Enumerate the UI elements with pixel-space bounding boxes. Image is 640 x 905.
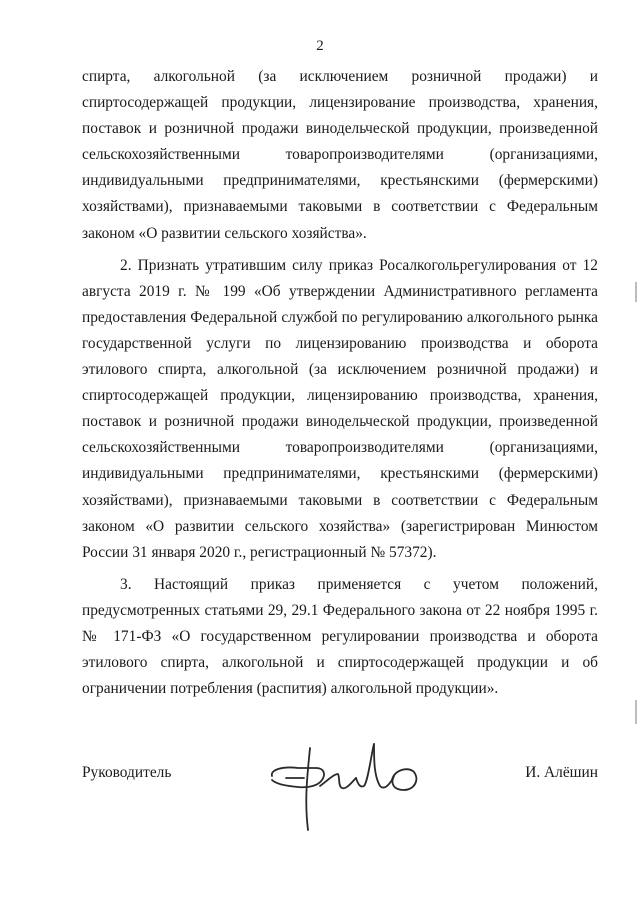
scan-edge-mark xyxy=(635,700,637,724)
signer-position: Руководитель xyxy=(82,764,172,781)
signature-block xyxy=(82,752,598,832)
document-body xyxy=(82,64,598,702)
handwritten-signature xyxy=(268,740,438,835)
paragraph-continuation: спирта, алкогольной (за исключением розничной продажи) и спиртосодержащей продукции, лицензирование производства, хранения, поставок и розничной продажи винодельческой продукции, произведенной сельскохозяйственными товаропроизводителями (организациями, индивидуальными предпринимателями, крестьянскими (фермерскими) хозяйствами), признаваемыми таковыми в соответствии с Федеральным законом «О развитии сельского хозяйства». xyxy=(82,68,598,242)
scan-edge-mark xyxy=(635,282,637,302)
paragraph-item-3: 3. Настоящий приказ применяется с учетом положений, предусмотренных статьями 29, 29.1 Федерального закона от 22 ноября 1995 г. № 171-ФЗ «О государственном регулировании производства и оборота этилового спирта, алкогольной и спиртосодержащей продукции и об ограничении потребления (распития) алкогольной продукции». xyxy=(82,575,598,698)
page-number: 2 xyxy=(316,38,324,54)
paragraph-item-2: 2. Признать утратившим силу приказ Росалкогольрегулирования от 12 августа 2019 г. № 199 «Об утверждении Административного регламента предоставления Федеральной службой по регулированию алкогольного рынка государственной услуги по лицензированию производства и оборота этилового спирта, алкогольной (за исключением розничной продажи) и спиртосодержащей продукции, лицензированию производства, хранения, поставок и розничной продажи винодельческой продукции, произведенной сельскохозяйственными товаропроизводителями (организациями, индивидуальными предпринимателями, крестьянскими (фермерскими) хозяйствами), признаваемыми таковыми в соответствии с Федеральным законом «О развитии сельского хозяйства» (зарегистрирован Минюстом России 31 января 2020 г., регистрационный № 57372). xyxy=(82,256,598,561)
signer-name: И. Алёшин xyxy=(525,764,598,781)
